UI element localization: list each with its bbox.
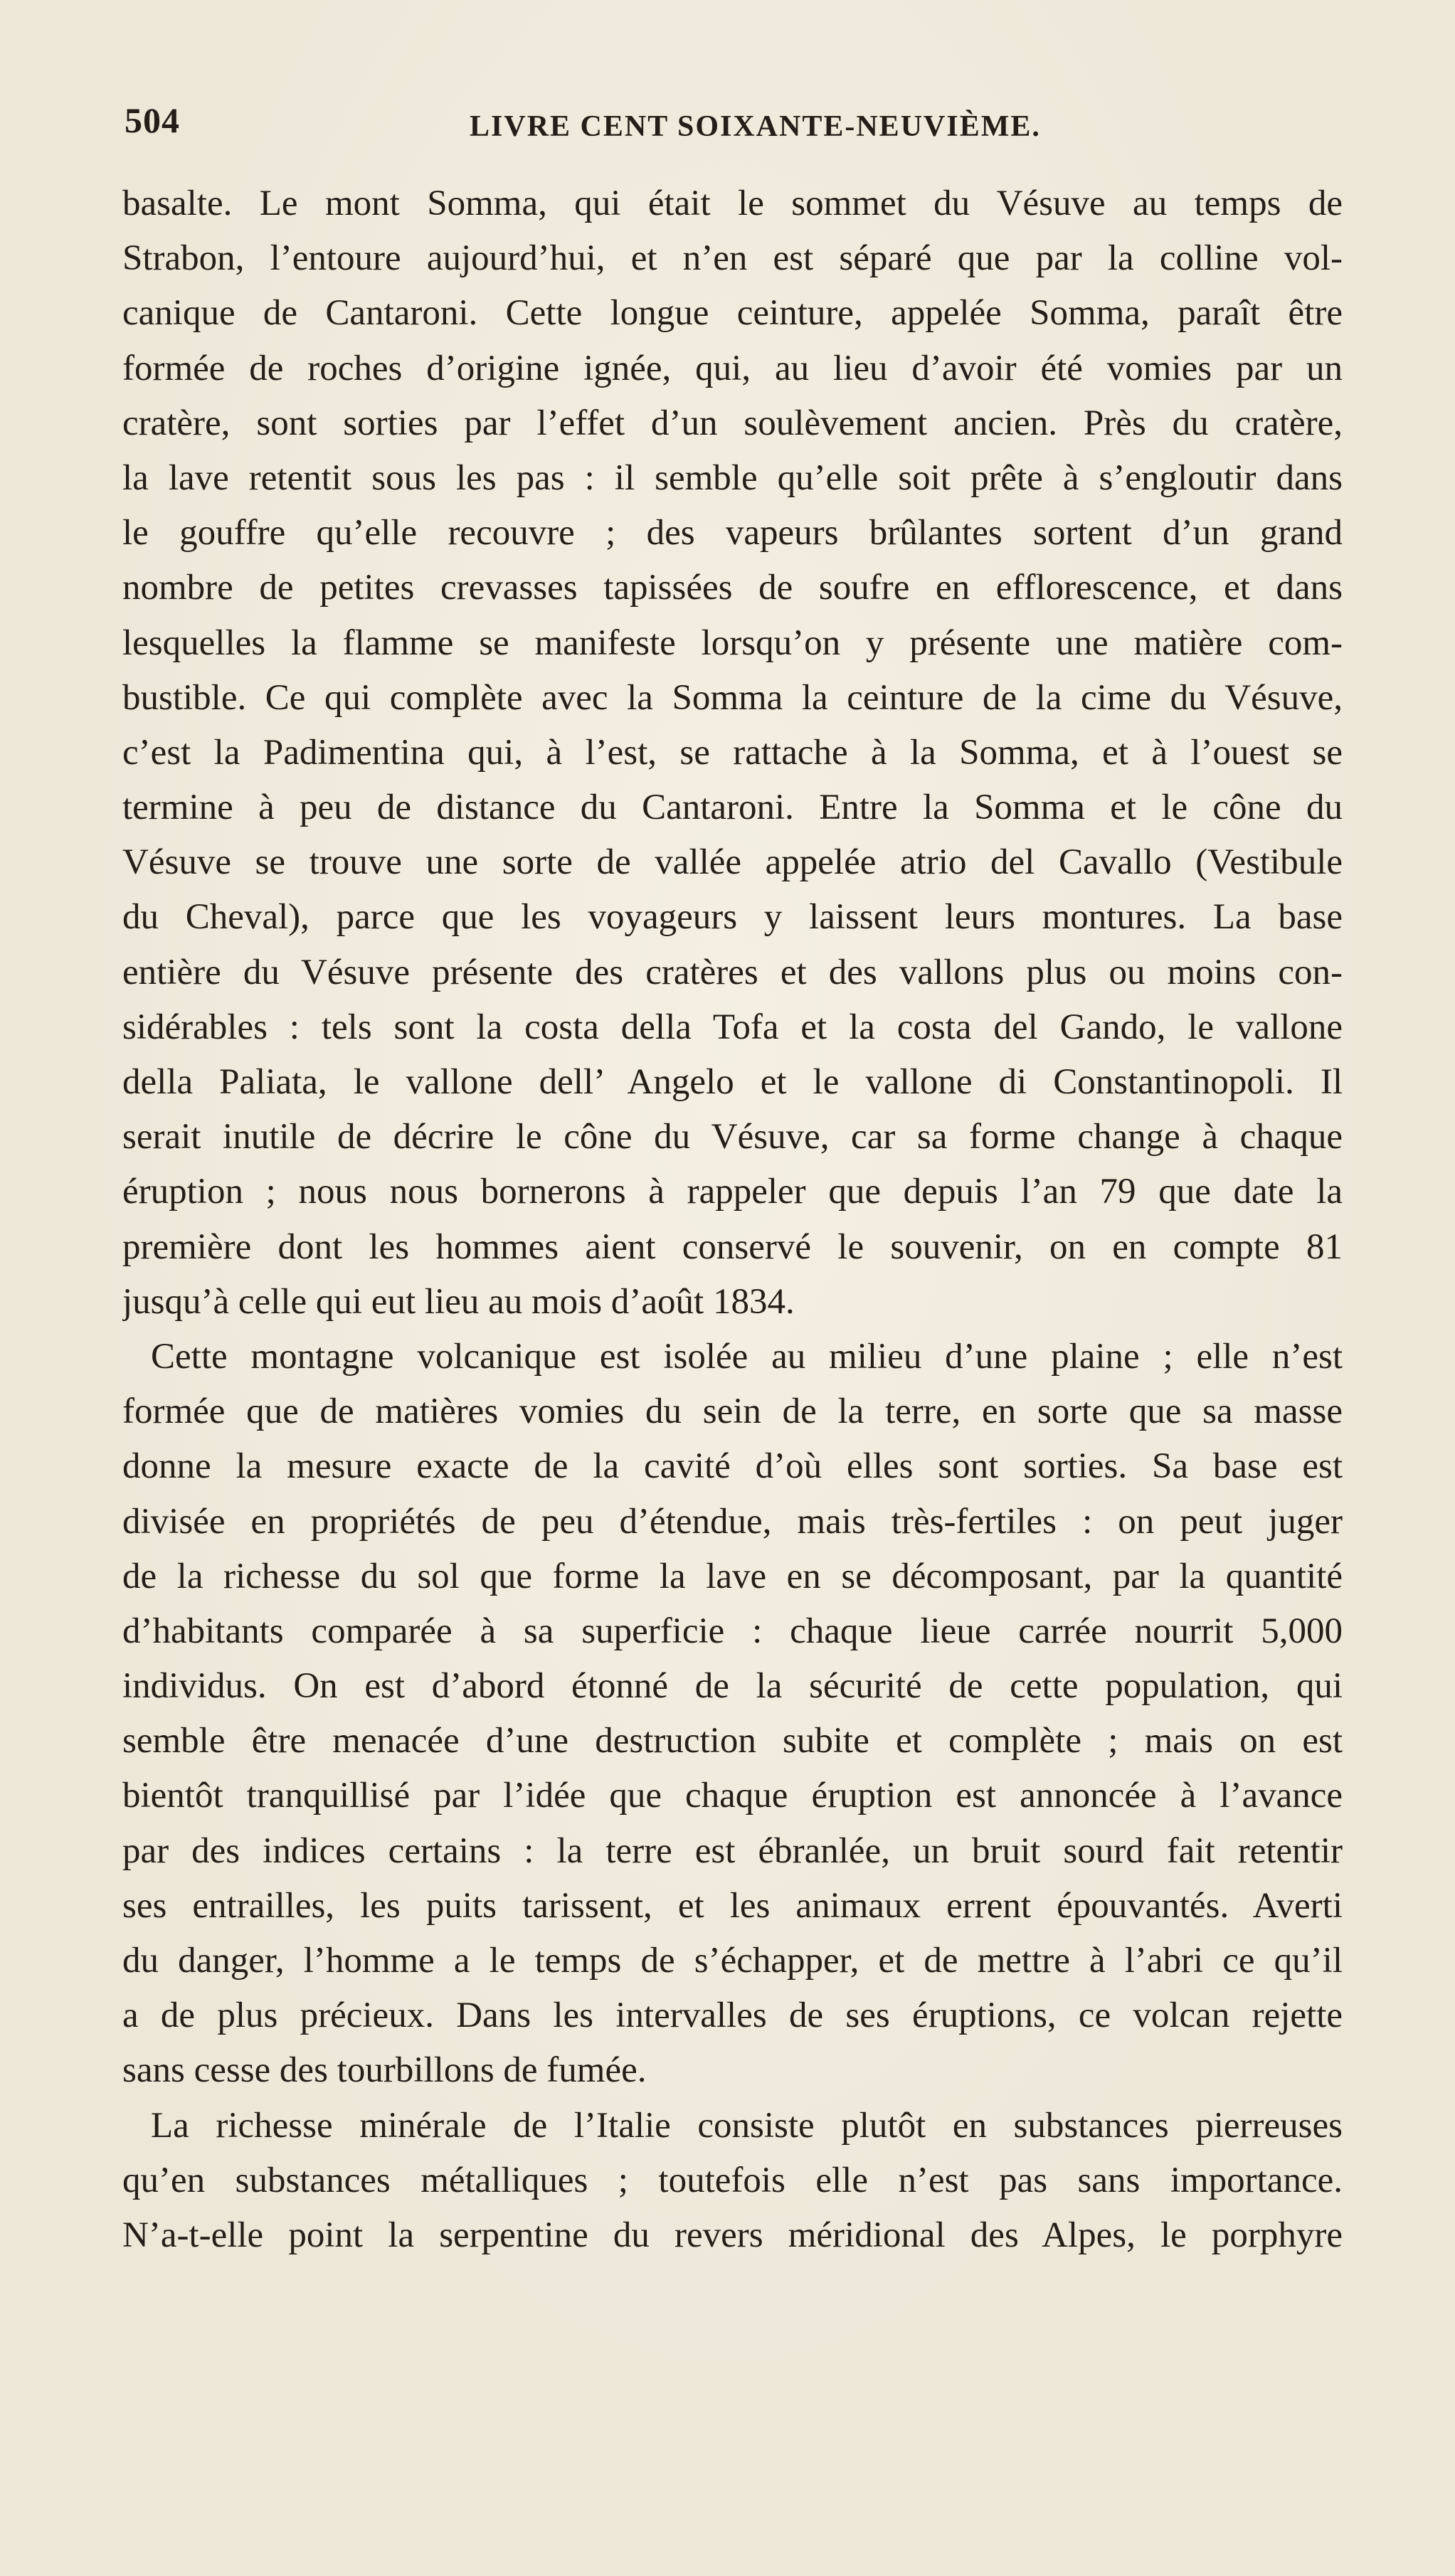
text-line: formée que de matières vomies du sein de la terre, en sorte que sa masse: [122, 1392, 1343, 1432]
text-line: a de plus précieux. Dans les intervalles de ses éruptions, ce volcan rejette: [122, 1995, 1343, 2036]
text-line: individus. On est d’abord étonné de la sécurité de cette population, qui: [122, 1666, 1343, 1707]
text-line: serait inutile de décrire le cône du Vésuve, car sa forme change à chaque: [122, 1117, 1343, 1157]
text-line: première dont les hommes aient conservé le souvenir, on en compte 81: [122, 1226, 1343, 1267]
text-line: divisée en propriétés de peu d’étendue, mais très-fertiles : on peut juger: [122, 1501, 1343, 1542]
page-number: 504: [125, 100, 180, 140]
text-line: jusqu’à celle qui eut lieu au mois d’août 1834.: [122, 1281, 795, 1322]
text-line: du Cheval), parce que les voyageurs y laissent leurs montures. La base: [122, 897, 1343, 938]
text-line: le gouffre qu’elle recouvre ; des vapeurs brûlantes sortent d’un grand: [122, 513, 1343, 553]
text-line: qu’en substances métalliques ; toutefois elle n’est pas sans importance.: [122, 2160, 1343, 2200]
text-line: Vésuve se trouve une sorte de vallée appelée atrio del Cavallo (Vestibule: [122, 842, 1343, 883]
text-line: cratère, sont sorties par l’effet d’un soulèvement ancien. Près du cratère,: [122, 403, 1343, 443]
text-line: termine à peu de distance du Cantaroni. Entre la Somma et le cône du: [122, 788, 1343, 828]
text-line: du danger, l’homme a le temps de s’échapper, et de mettre à l’abri ce qu’il: [122, 1941, 1343, 1981]
text-line: entière du Vésuve présente des cratères et des vallons plus ou moins con-: [122, 952, 1343, 992]
text-line: bustible. Ce qui complète avec la Somma la ceinture de la cime du Vésuve,: [122, 677, 1343, 718]
body-text: [122, 176, 1343, 2263]
text-line: sans cesse des tourbillons de fumée.: [122, 2050, 647, 2091]
text-line: donne la mesure exacte de la cavité d’où elles sont sorties. Sa base est: [122, 1446, 1343, 1487]
text-line: éruption ; nous nous bornerons à rappeler que depuis l’an 79 que date la: [122, 1172, 1343, 1212]
text-line: par des indices certains : la terre est ébranlée, un bruit sourd fait retentir: [122, 1830, 1343, 1871]
text-line: La richesse minérale de l’Italie consiste plutôt en substances pierreuses: [151, 2105, 1343, 2146]
text-line: la lave retentit sous les pas : il semble qu’elle soit prête à s’engloutir dans: [122, 457, 1343, 498]
text-line: bientôt tranquillisé par l’idée que chaque éruption est annoncée à l’avance: [122, 1776, 1343, 1816]
text-line: nombre de petites crevasses tapissées de soufre en efflorescence, et dans: [122, 568, 1343, 608]
text-line: canique de Cantaroni. Cette longue ceinture, appelée Somma, paraît être: [122, 293, 1343, 334]
running-title: LIVRE CENT SOIXANTE-NEUVIÈME.: [470, 110, 1041, 143]
text-line: ses entrailles, les puits tarissent, et les animaux errent épouvantés. Averti: [122, 1885, 1343, 1926]
text-line: lesquelles la flamme se manifeste lorsqu’on y présente une matière com-: [122, 622, 1343, 663]
text-line: c’est la Padimentina qui, à l’est, se rattache à la Somma, et à l’ouest se: [122, 732, 1343, 773]
text-line: semble être menacée d’une destruction subite et complète ; mais on est: [122, 1721, 1343, 1761]
text-line: N’a-t-elle point la serpentine du revers méridional des Alpes, le porphyre: [122, 2215, 1343, 2255]
text-line: de la richesse du sol que forme la lave en se décomposant, par la quantité: [122, 1556, 1343, 1596]
page-header: [0, 100, 1455, 149]
text-line: della Paliata, le vallone dell’ Angelo et le vallone di Constantinopoli. Il: [122, 1062, 1343, 1102]
text-line: sidérables : tels sont la costa della Tofa et la costa del Gando, le vallone: [122, 1007, 1343, 1047]
text-line: formée de roches d’origine ignée, qui, au lieu d’avoir été vomies par un: [122, 348, 1343, 388]
text-line: Strabon, l’entoure aujourd’hui, et n’en est séparé que par la colline vol-: [122, 238, 1343, 279]
text-line: d’habitants comparée à sa superficie : chaque lieue carrée nourrit 5,000: [122, 1611, 1343, 1651]
text-line: basalte. Le mont Somma, qui était le sommet du Vésuve au temps de: [122, 184, 1343, 223]
text-line: Cette montagne volcanique est isolée au milieu d’une plaine ; elle n’est: [151, 1336, 1343, 1377]
